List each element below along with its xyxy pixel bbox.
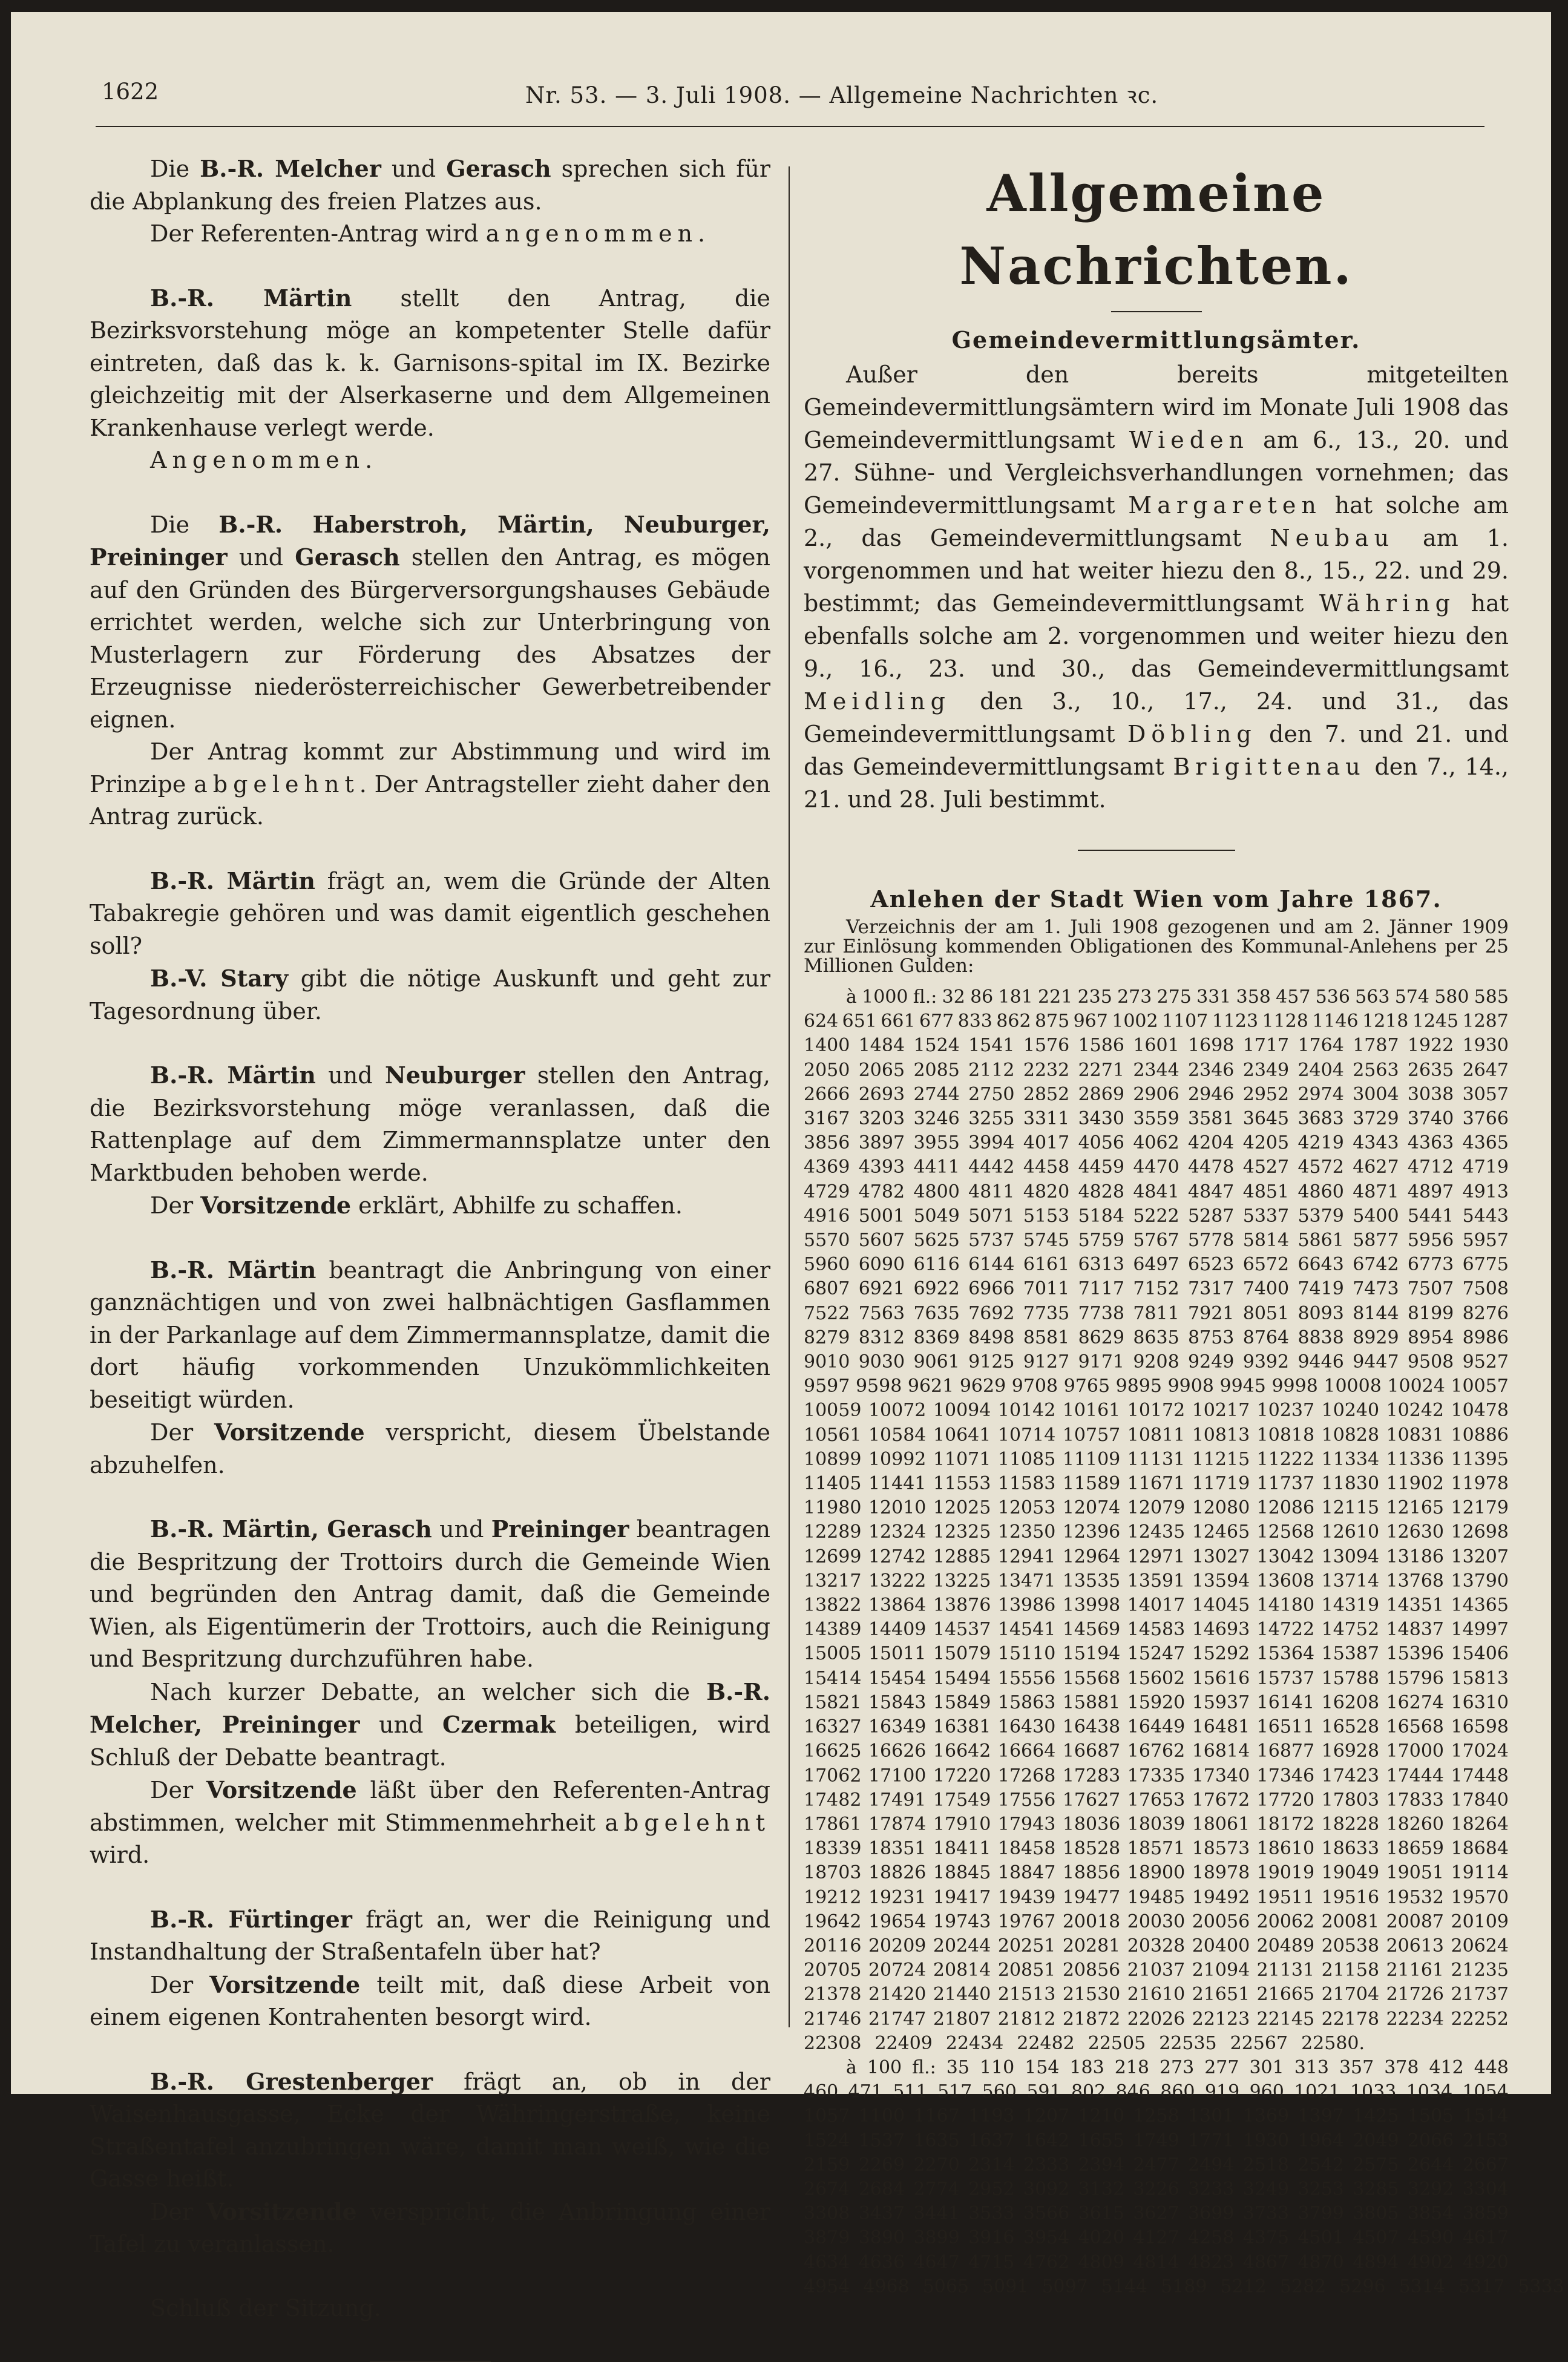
section-separator <box>1078 850 1235 851</box>
speaker-name: Neuburger <box>384 1061 525 1089</box>
loan-number-row: 2050 2065 2085 2112 2232 2271 2344 2346 2349 2404 2563 2635 2647 <box>804 1059 1509 1081</box>
loan-number-row: 3856 3897 3955 3994 4017 4056 4062 4204 4205 4219 4343 4363 4365 <box>804 1132 1509 1154</box>
minutes-paragraph: B.-R. Fürtinger frägt an, wer die Reinigung und Instandhaltung der Straßentafeln über hat? <box>90 1905 770 1965</box>
loan-number-row: 5960 6090 6116 6144 6161 6313 6497 6523 6572 6643 6742 6773 6775 <box>804 1254 1509 1276</box>
minutes-paragraph: Die B.-R. Melcher und Gerasch sprechen sich für die Abplankung des freien Platzes aus. <box>90 155 771 215</box>
minutes-paragraph: Der Referenten-Antrag wird angenommen. <box>150 220 706 247</box>
loan-number-row: 5570 5607 5625 5737 5745 5759 5767 5778 5814 5861 5877 5956 5957 <box>804 1230 1509 1252</box>
page-number: 1622 <box>102 79 159 105</box>
speaker-name: Vorsitzende <box>206 2197 357 2225</box>
loan-number-row: 20116 20209 20244 20251 20281 20328 20400 20489 20538 20613 20624 <box>804 1935 1509 1957</box>
speaker-name: Vorsitzende <box>209 1970 361 1998</box>
loan-number-row: 17482 17491 17549 17556 17627 17653 17672 17720 17803 17833 17840 <box>804 1789 1509 1811</box>
loan-number-row: 22308 22409 22434 22482 22505 22535 22567 22580. <box>804 2032 1365 2054</box>
loan-number-row: 12289 12324 12325 12350 12396 12435 12465 12568 12610 12630 12698 <box>804 1521 1509 1543</box>
speaker-name: B.-R. Melcher, Preininger <box>90 1678 770 1738</box>
minutes-paragraph: B.-R. Grestenberger frägt an, ob in der Waisenhausgasse, Ecke der Währingerstraße, keine Straßentafel anzubringen wäre, damit man weiß, wie die Gasse heißt. <box>90 2067 770 2192</box>
loan-number-row: 18703 18826 18845 18847 18856 18900 18978 19019 19049 19051 19114 <box>804 1862 1509 1884</box>
minutes-paragraph: B.-R. Märtin und Neuburger stellen den Antrag, die Bezirksvorstehung möge veranlassen, daß die Rattenplage auf dem Zimmermannsplatze unter den Marktbuden behoben werde. <box>90 1061 770 1186</box>
speaker-name: B.-R. Märtin <box>150 1256 317 1284</box>
loan-number-row: 4954 4968 5065 5091 5097 5144 5189 5212 5282 5296 5314 5317 5333 <box>804 2275 1564 2297</box>
issue-title: Nr. 53. — 3. Juli 1908. — Allgemeine Nachrichten ꝛc. <box>525 82 1159 108</box>
loan-number-row: 15005 15011 15079 15110 15194 15247 15292 15364 15387 15396 15406 <box>804 1643 1509 1665</box>
loan-number-row: 20705 20724 20814 20851 20856 21037 21094 21131 21158 21161 21235 <box>804 1960 1509 1981</box>
loan-number-row: 4369 4393 4411 4442 4458 4459 4470 4478 4527 4572 4627 4712 4719 <box>804 1156 1509 1178</box>
loan-number-row: 10561 10584 10641 10714 10757 10811 10813 10818 10828 10831 10886 <box>804 1424 1509 1446</box>
spaced-emphasis: Brigittenau <box>1173 753 1366 780</box>
speaker-name: Vorsitzende <box>206 1776 357 1803</box>
minutes-paragraph: Schluß der Sitzung. <box>150 2294 381 2321</box>
speaker-name: Czermak <box>442 1711 556 1738</box>
speaker-name: B.-R. Grestenberger <box>150 2067 433 2095</box>
article-heading: Gemeindevermittlungsämter. <box>951 326 1361 353</box>
loan-number-row: 7522 7563 7635 7692 7735 7738 7811 7921 8051 8093 8144 8199 8276 <box>804 1302 1509 1324</box>
loan-number-row: 4634 4636 4647 4715 4762 4809 4814 4823 4867 4870 4894 4902 4920 <box>804 2251 1509 2273</box>
speaker-name: B.-R. Märtin, Gerasch <box>150 1515 432 1543</box>
loan-number-row: à 1000 fl.: 32 86 181 221 235 273 275 331 358 457 536 563 574 580 585 <box>846 986 1509 1008</box>
paragraph-gap <box>90 477 770 508</box>
loan-number-row: 18339 18351 18411 18458 18528 18571 18573 18610 18633 18659 18684 <box>804 1838 1509 1860</box>
loan-number-row: 3308 3437 3441 3533 3566 3615 3627 3699 3733 3799 3805 3854 3859 <box>804 2203 1509 2225</box>
spaced-emphasis: Döbling <box>1127 721 1257 747</box>
spaced-emphasis: abgelehnt <box>605 1809 770 1836</box>
loan-number-row: 12699 12742 12885 12941 12964 12971 13027 13042 13094 13186 13207 <box>804 1546 1509 1567</box>
loan-number-row: 19212 19231 19417 19439 19477 19485 19492 19511 19516 19532 19570 <box>804 1886 1509 1908</box>
loan-number-row: 11980 12010 12025 12053 12074 12079 12080 12086 12115 12165 12179 <box>804 1497 1509 1519</box>
loan-number-row: 10899 10992 11071 11085 11109 11131 11215 11222 11334 11336 11395 <box>804 1448 1509 1470</box>
speaker-name: B.-R. Märtin <box>150 284 352 312</box>
header-rule <box>96 126 1484 127</box>
loan-intro: Verzeichnis der am 1. Juli 1908 gezogenen und am 2. Jänner 1909 zur Einlösung kommenden Obligationen des Kommunal-Anlehens per 25 Millionen Gulden: <box>804 916 1509 977</box>
loan-number-row: 6807 6921 6922 6966 7011 7117 7152 7317 7400 7419 7473 7507 7508 <box>804 1278 1509 1300</box>
minutes-paragraph: Der Vorsitzende läßt über den Referenten-Antrag abstimmen, welcher mit Stimmenmehrheit abgelehnt wird. <box>90 1776 770 1868</box>
spaced-emphasis: angenommen <box>485 220 698 247</box>
left-column <box>90 153 770 2362</box>
paragraph-gap <box>90 2261 770 2292</box>
heading-rule <box>1111 311 1202 312</box>
minutes-paragraph: B.-V. Stary gibt die nötige Auskunft und geht zur Tagesordnung über. <box>90 965 770 1025</box>
loan-number-row: 21746 21747 21807 21812 21872 22026 22123 22145 22178 22234 22252 <box>804 2008 1509 2030</box>
minutes-paragraph: Der Vorsitzende teilt mit, daß diese Arbeit von einem eigenen Kontrahenten besorgt wird. <box>90 1970 770 2030</box>
speaker-name: B.-R. Märtin <box>150 1061 316 1089</box>
paragraph-gap <box>90 251 770 282</box>
minutes-paragraph: Der Antrag kommt zur Abstimmung und wird im Prinzipe abgelehnt. Der Antragsteller zieht daher den Antrag zurück. <box>90 738 770 830</box>
minutes-paragraph: Nach kurzer Debatte, an welcher sich die B.-R. Melcher, Preininger und Czermak beteiligen, wird Schluß der Debatte beantragt. <box>90 1678 771 1771</box>
minutes-paragraph: B.-R. Märtin stellt den Antrag, die Bezirksvorstehung möge an kompetenter Stelle dafür eintreten, daß das k. k. Garnisons-spital im IX. Bezirke gleichzeitig mit der Alserkaserne und dem Allgemeinen Krankenhause verlegt werde. <box>90 284 770 441</box>
minutes-paragraph: Die B.-R. Haberstroh, Märtin, Neuburger, Preininger und Gerasch stellen den Antrag, es mögen auf den Gründen des Bürgerversorgungshauses Gebäude errichtet werden, welche sich zur Unterbringung von Musterlagern zur Förderung des Absatzes der Erzeugnisse niederösterreichischer Gewerbetreibender eignen. <box>90 510 771 733</box>
minutes-paragraph: Der Vorsitzende erklärt, Abhilfe zu schaffen. <box>150 1192 683 1219</box>
speaker-name: Preininger <box>491 1515 629 1543</box>
right-column <box>804 157 1564 2299</box>
minutes-paragraph: Der Vorsitzende verspricht, diesem Übelstande abzuhelfen. <box>90 1419 770 1478</box>
speaker-name: Vorsitzende <box>214 1419 365 1446</box>
loan-number-row: 1400 1484 1524 1541 1576 1586 1601 1698 1717 1764 1787 1922 1930 <box>804 1035 1509 1057</box>
loan-number-row: à 100 fl.: 35 110 154 183 218 273 277 301 313 357 378 412 448 <box>846 2056 1509 2078</box>
loan-number-row: 2674 2684 2774 2952 3092 3132 3226 3233 3249 3253 3285 3292 3304 <box>804 2178 1509 2200</box>
loan-heading: Anlehen der Stadt Wien vom Jahre 1867. <box>870 885 1442 913</box>
loan-number-row: 15414 15454 15494 15556 15568 15602 15616 15737 15788 15796 15813 <box>804 1667 1509 1689</box>
paragraph-gap <box>90 1028 770 1059</box>
loan-number-row: 4916 5001 5049 5071 5153 5184 5222 5287 5337 5379 5400 5441 5443 <box>804 1205 1509 1227</box>
speaker-name: Vorsitzende <box>200 1192 352 1219</box>
minutes-paragraph: B.-R. Märtin beantragt die Anbringung von einer ganznächtigen und von zwei halbnächtigen Gasflammen in der Parkanlage auf dem Zimmermannsplatze, damit die dort häufig vorkommenden Unzukömmlichkeiten beseitigt würden. <box>90 1256 770 1413</box>
loan-number-row: 3879 3890 3899 3916 3954 4020 4127 4258 4375 4501 4507 4590 4617 <box>804 2227 1509 2249</box>
paragraph-gap <box>90 2034 770 2065</box>
speaker-name: B.-R. Märtin <box>150 867 315 894</box>
loan-number-row: 15821 15843 15849 15863 15881 15920 15937 16141 16208 16274 16310 <box>804 1691 1509 1713</box>
newspaper-page <box>11 12 1564 2321</box>
minutes-paragraph: Der Vorsitzende verspricht, die Anbringung einer Tafel zu veranlassen. <box>90 2197 770 2257</box>
spaced-emphasis: Angenommen <box>150 447 366 473</box>
loan-number-row: 624 651 661 677 833 862 875 967 1002 1107 1123 1128 1146 1218 1245 1287 <box>804 1011 1509 1032</box>
loan-number-row: 17062 17100 17220 17268 17283 17335 17340 17346 17423 17444 17448 <box>804 1765 1509 1786</box>
speaker-name: Gerasch <box>446 155 551 182</box>
spaced-emphasis: abgelehnt <box>194 770 359 798</box>
loan-number-row: 16625 16626 16642 16664 16687 16762 16814 16877 16928 17000 17024 <box>804 1740 1509 1762</box>
loan-number-row: 11405 11441 11553 11583 11589 11671 11719 11737 11830 11902 11978 <box>804 1473 1509 1495</box>
minutes-paragraph: B.-R. Märtin, Gerasch und Preininger beantragen die Bespritzung der Trottoirs durch die Gemeinde Wien und begründen den Antrag damit, daß die Gemeinde Wien, als Eigentümerin der Trottoirs, auch die Reinigung und Bespritzung durchzuführen habe. <box>90 1515 770 1672</box>
spaced-emphasis: Margareten <box>1128 492 1322 519</box>
loan-number-row: 17861 17874 17910 17943 18036 18039 18061 18172 18228 18260 18264 <box>804 1813 1509 1835</box>
loan-number-row: 9010 9030 9061 9125 9127 9171 9208 9249 9392 9446 9447 9508 9527 <box>804 1351 1509 1373</box>
loan-number-row: 4729 4782 4800 4811 4820 4828 4841 4847 4851 4860 4871 4897 4913 <box>804 1181 1509 1202</box>
article-paragraph: Außer den bereits mitgeteilten Gemeindevermittlungsämtern wird im Monate Juli 1908 das Gemeindevermittlungsamt Wieden am 6., 13., 20. und 27. Sühne- und Vergleichsverhandlungen vornehmen; das Gemeindevermittlungsamt Margareten hat solche am 2., das Gemeindevermittlungsamt Neubau am 1. vorgenommen und hat weiter hiezu den 8., 15., 22. und 29. bestimmt; das Gemeindevermittlungsamt Währing hat ebenfalls solche am 2. vorgenommen und weiter hiezu den 9., 16., 23. und 30., das Gemeindevermittlungsamt Meidling den 3., 10., 17., 24. und 31., das Gemeindevermittlungsamt Döbling den 7. und 21. und das Gemeindevermittlungsamt Brigittenau den 7., 14., 21. und 28. Juli bestimmt. <box>804 361 1509 813</box>
paragraph-gap <box>90 1222 770 1254</box>
loan-number-row: 10059 10072 10094 10142 10161 10172 10217 10237 10240 10242 10478 <box>804 1400 1509 1422</box>
column-divider <box>789 166 790 2027</box>
speaker-name: B.-R. Fürtinger <box>150 1905 352 1933</box>
loan-number-row: 21378 21420 21440 21513 21530 21610 21651 21665 21704 21726 21737 <box>804 1984 1509 2006</box>
speaker-name: B.-R. Haberstroh, Märtin, Neuburger, Preininger <box>90 510 770 571</box>
spaced-emphasis: Wieden <box>1129 427 1250 453</box>
loan-number-row: 13822 13864 13876 13986 13998 14017 14045 14180 14319 14351 14365 <box>804 1595 1509 1616</box>
loan-number-row: 8279 8312 8369 8498 8581 8629 8635 8753 8764 8838 8929 8954 8986 <box>804 1327 1509 1348</box>
paragraph-gap <box>90 1481 770 1513</box>
paragraph-gap <box>90 1872 770 1903</box>
spaced-emphasis: Meidling <box>804 688 951 715</box>
speaker-name: B.-V. Stary <box>150 965 289 992</box>
loan-number-row: 3167 3203 3246 3255 3311 3430 3559 3581 3645 3683 3729 3740 3766 <box>804 1108 1509 1130</box>
loan-number-row: 2666 2693 2744 2750 2852 2869 2906 2946 2952 2974 3004 3038 3057 <box>804 1083 1509 1105</box>
loan-number-list <box>804 985 1564 2299</box>
loan-number-row: 19642 19654 19743 19767 20018 20030 20056 20062 20081 20087 20109 <box>804 1911 1509 1932</box>
loan-number-row: 16327 16349 16381 16430 16438 16449 16481 16511 16528 16568 16598 <box>804 1716 1509 1738</box>
spaced-emphasis: Neubau <box>1270 525 1395 551</box>
section-heading: Allgemeine Nachrichten. <box>959 163 1353 296</box>
loan-number-row: 14389 14409 14537 14541 14569 14583 14693 14722 14752 14837 14997 <box>804 1619 1509 1641</box>
loan-number-row: 13217 13222 13225 13471 13535 13591 13594 13608 13714 13768 13790 <box>804 1570 1509 1592</box>
minutes-paragraph: Angenommen. <box>150 447 373 473</box>
loan-number-row: 1524 1537 1635 1637 1642 1655 1749 1771 1930 1964 2049 2066 2153 <box>804 2130 1509 2151</box>
page-header <box>90 79 1484 115</box>
speaker-name: B.-R. Melcher <box>200 155 381 182</box>
loan-number-row: 9597 9598 9621 9629 9708 9765 9895 9908 9945 9998 10008 10024 10057 <box>804 1376 1509 1397</box>
speaker-name: Gerasch <box>295 543 400 571</box>
loan-number-row: 460 471 511 517 560 591 802 846 860 919 960 1021 1033 1034 1054 <box>804 2081 1509 2103</box>
loan-number-row: 1057 1100 1167 1193 1207 1210 1258 1301 1369 1397 1425 1505 1514 <box>804 2105 1509 2127</box>
minutes-paragraph: B.-R. Märtin frägt an, wem die Gründe der Alten Tabakregie gehören und was damit eigentlich geschehen soll? <box>90 867 770 959</box>
paragraph-gap <box>90 833 770 865</box>
spaced-emphasis: Währing <box>1319 590 1455 617</box>
loan-number-row: 2159 2269 2270 2314 2333 2394 2477 2494 2518 2542 2575 2644 2667 <box>804 2154 1509 2176</box>
